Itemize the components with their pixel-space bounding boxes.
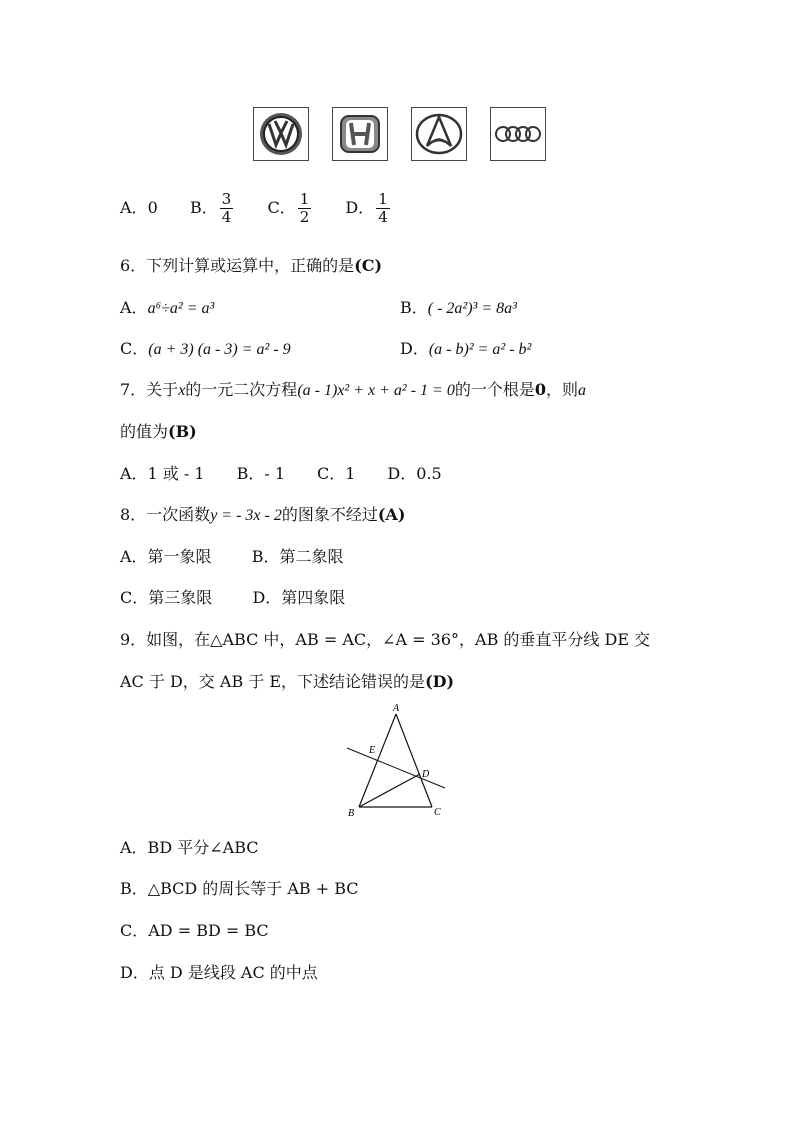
figure-label-b: B (348, 808, 355, 819)
audi-logo (490, 107, 546, 161)
q8-stem: 8．一次函数y = - 3x - 2的图象不经过(A) (120, 505, 406, 524)
figure-label-c: C (434, 807, 441, 818)
q5-option-a: A．0 (120, 198, 158, 217)
q5-options (120, 191, 392, 226)
q8-options-row1 (120, 547, 344, 567)
q5-option-c: C． $\frac{1}{2}$ (267, 190, 310, 226)
q5-option-d: D． $\frac{1}{4}$ (345, 190, 388, 226)
q9-option-d: D．点 D 是线段 AC 的中点 (120, 963, 318, 982)
q9-option-c: C．AD = BD = BC (120, 921, 269, 940)
changan-logo (411, 107, 467, 161)
q6-option-d: D．(a - b)² = a² - b² (400, 339, 532, 358)
q6-answer: (C) (354, 256, 383, 275)
figure-label-d: D (422, 769, 430, 780)
q8-option-b: B．第二象限 (251, 547, 344, 566)
q5-option-b: B． $\frac{3}{4}$ (189, 190, 232, 226)
q7-stem-line1: 7．关于x的一元二次方程(a - 1)x² + x + a² - 1 = 0的一个根是0，则a (120, 380, 586, 399)
q8-option-a: A．第一象限 (120, 547, 212, 566)
q6-option-c: C．(a + 3) (a - 3) = a² - 9 (120, 339, 291, 358)
q8-option-d: D．第四象限 (252, 588, 346, 607)
q8-options-row2 (120, 588, 345, 608)
q9-answer: (D) (425, 672, 455, 691)
q6-stem: 6．下列计算或运算中，正确的是(C) (120, 256, 383, 275)
q6-option-b: B．( - 2a²)³ = 8a³ (400, 298, 517, 317)
volkswagen-logo (253, 107, 309, 161)
triangle-figure (340, 700, 450, 824)
q7-stem-line2: 的值为(B) (120, 422, 197, 441)
figure-label-e: E (369, 745, 376, 756)
q8-answer: (A) (377, 505, 406, 524)
q9-option-b: B．△BCD 的周长等于 AB + BC (120, 879, 359, 898)
honda-logo (332, 107, 388, 161)
q6-option-a: A．a⁶÷a² = a³ (120, 298, 215, 317)
q9-stem-line1: 9．如图，在△ABC 中，AB = AC，∠A = 36°，AB 的垂直平分线 DE 交 (120, 630, 651, 649)
q9-option-a: A．BD 平分∠ABC (120, 838, 259, 857)
q7-options: A．1 或 - 1 B．- 1 C．1 D．0.5 (120, 464, 442, 483)
q7-answer: (B) (168, 422, 197, 441)
q9-stem-line2: AC 于 D，交 AB 于 E，下述结论错误的是(D) (120, 672, 455, 691)
q8-option-c: C．第三象限 (120, 588, 213, 607)
figure-label-a: A (393, 703, 400, 714)
car-logos-row (253, 107, 546, 163)
